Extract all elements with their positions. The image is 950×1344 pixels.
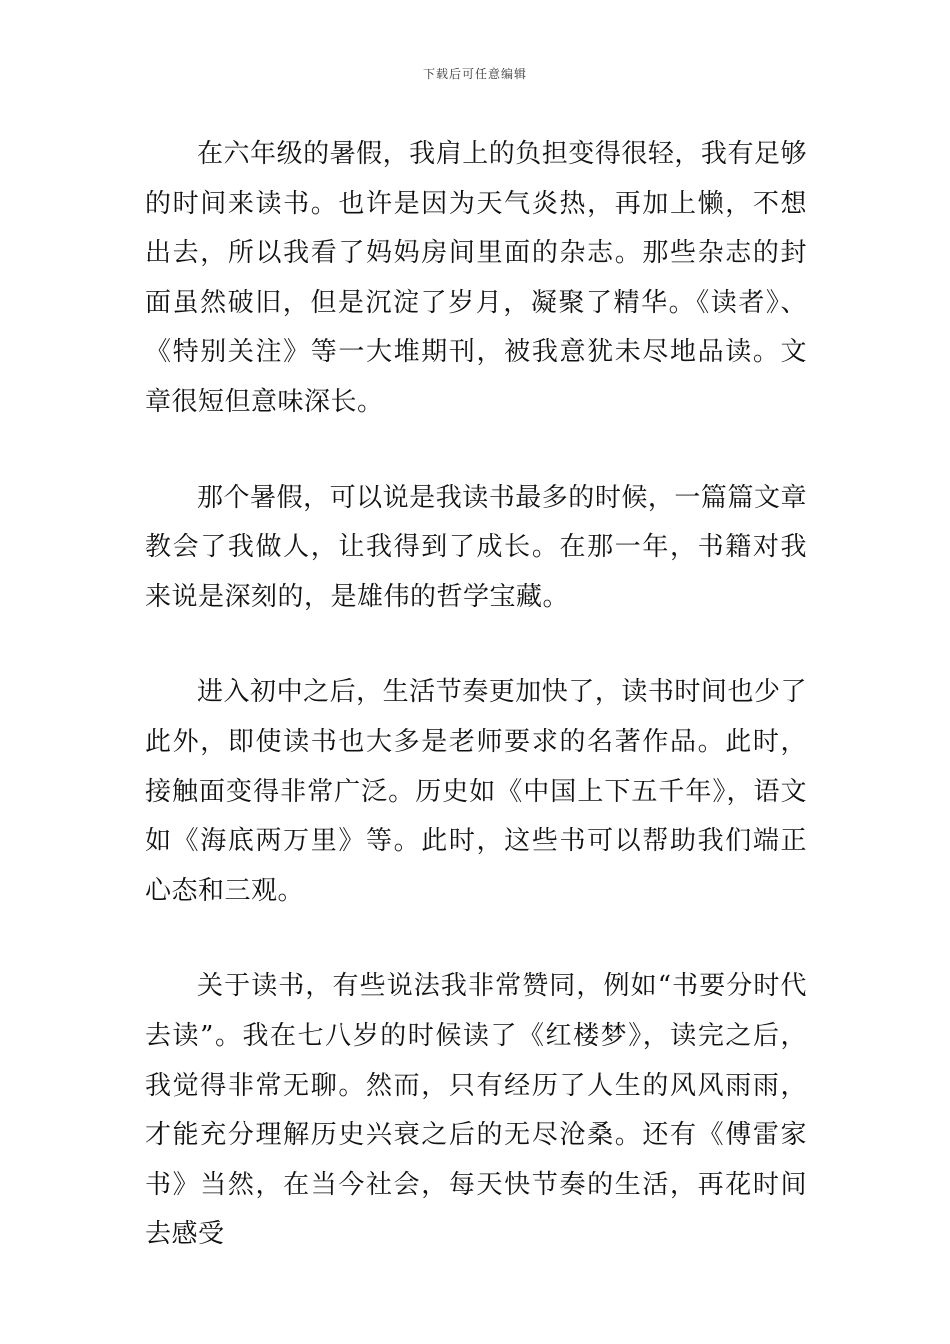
header-note: 下载后可任意编辑 [422, 67, 527, 81]
paragraph-summer-reading: 在六年级的暑假，我肩上的负担变得很轻，我有足够的时间来读书。也许是因为天气炎热，再加上懒，不想出去，所以我看了妈妈房间里面的杂志。那些杂志的封面虽然破旧，但是沉淀了岁月，凝聚了精华。《读者》、《特别关注》等一大堆期刊，被我意犹未尽地品读。文章很短但意味深长。 [145, 139, 807, 417]
paragraph-reading-by-era: 关于读书，有些说法我非常赞同，例如“书要分时代去读”。我在七八岁的时候读了《红楼梦》，读完之后，我觉得非常无聊。然而，只有经历了人生的风风雨雨，才能充分理解历史兴衰之后的无尽沧桑。还有《傅雷家书》当然，在当今社会，每天快节奏的生活，再花时间去感受 [145, 971, 807, 1250]
paragraph-middle-school: 进入初中之后，生活节奏更加快了，读书时间也少了此外，即使读书也大多是老师要求的名著作品。此时，接触面变得非常广泛。历史如《中国上下五千年》，语文如《海底两万里》等。此时，这些书可以帮助我们端正心态和三观。 [145, 677, 807, 906]
paragraph-growth: 那个暑假，可以说是我读书最多的时候，一篇篇文章教会了我做人，让我得到了成长。在那一年，书籍对我来说是深刻的，是雄伟的哲学宝藏。 [145, 482, 807, 612]
document-body [145, 130, 807, 1260]
